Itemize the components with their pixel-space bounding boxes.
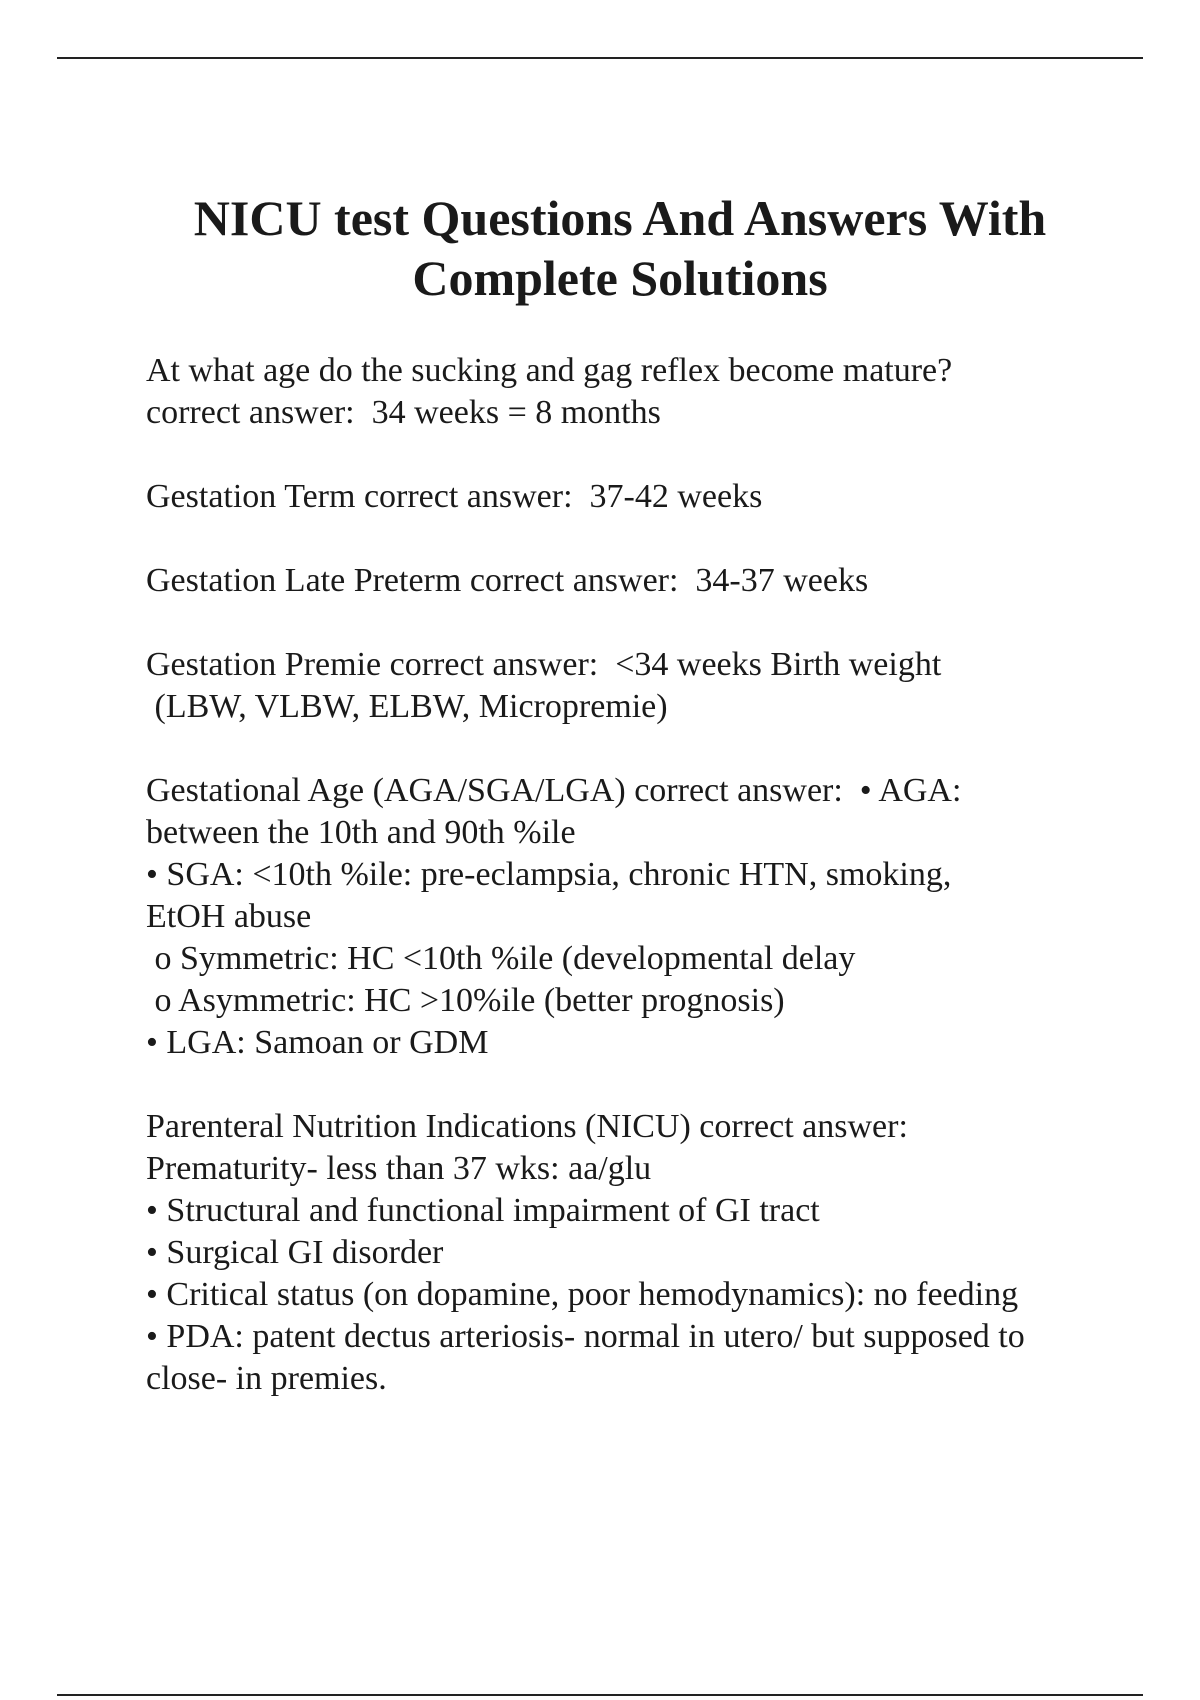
title-line-1: NICU test Questions And Answers With [193, 190, 1047, 246]
qa-line: (LBW, VLBW, ELBW, Micropremie) [146, 688, 668, 725]
qa-sub-bullet-line: o Asymmetric: HC >10%ile (better prognosis) [146, 982, 785, 1019]
qa-sub-bullet-line: o Symmetric: HC <10th %ile (developmental delay [146, 940, 856, 977]
qa-line: close- in premies. [146, 1360, 387, 1397]
qa-entry-gestational-age [146, 770, 1146, 1064]
qa-line: Gestation Premie correct answer: <34 weeks Birth weight [146, 646, 942, 683]
qa-bullet-line: • Critical status (on dopamine, poor hemodynamics): no feeding [146, 1276, 1019, 1313]
qa-entry-reflex-maturity [146, 350, 1146, 434]
qa-bullet-line: • Surgical GI disorder [146, 1234, 444, 1271]
qa-bullet-line: • SGA: <10th %ile: pre-eclampsia, chronic HTN, smoking, [146, 856, 952, 893]
qa-entry-gestation-premie [146, 644, 1146, 728]
qa-bullet-line: • Structural and functional impairment of GI tract [146, 1192, 820, 1229]
page-title [100, 188, 1140, 308]
qa-line: Gestational Age (AGA/SGA/LGA) correct answer: • AGA: [146, 772, 962, 809]
qa-line: Gestation Late Preterm correct answer: 34-37 weeks [146, 562, 869, 599]
qa-entry-gestation-late-preterm [146, 560, 1146, 602]
title-line-2: Complete Solutions [412, 250, 828, 306]
qa-line: between the 10th and 90th %ile [146, 814, 576, 851]
qa-line: Gestation Term correct answer: 37-42 weeks [146, 478, 763, 515]
qa-bullet-line: • PDA: patent dectus arteriosis- normal in utero/ but supposed to [146, 1318, 1025, 1355]
qa-entry-parenteral-nutrition [146, 1106, 1146, 1400]
qa-line: EtOH abuse [146, 898, 312, 935]
qa-line: At what age do the sucking and gag reflex become mature? [146, 352, 953, 389]
qa-entry-gestation-term [146, 476, 1146, 518]
qa-line: Prematurity- less than 37 wks: aa/glu [146, 1150, 652, 1187]
qa-bullet-line: • LGA: Samoan or GDM [146, 1024, 489, 1061]
qa-line: Parenteral Nutrition Indications (NICU) correct answer: [146, 1108, 908, 1145]
qa-list [146, 350, 1146, 1400]
top-divider [57, 57, 1143, 59]
qa-line: correct answer: 34 weeks = 8 months [146, 394, 661, 431]
bottom-divider [57, 1694, 1143, 1696]
